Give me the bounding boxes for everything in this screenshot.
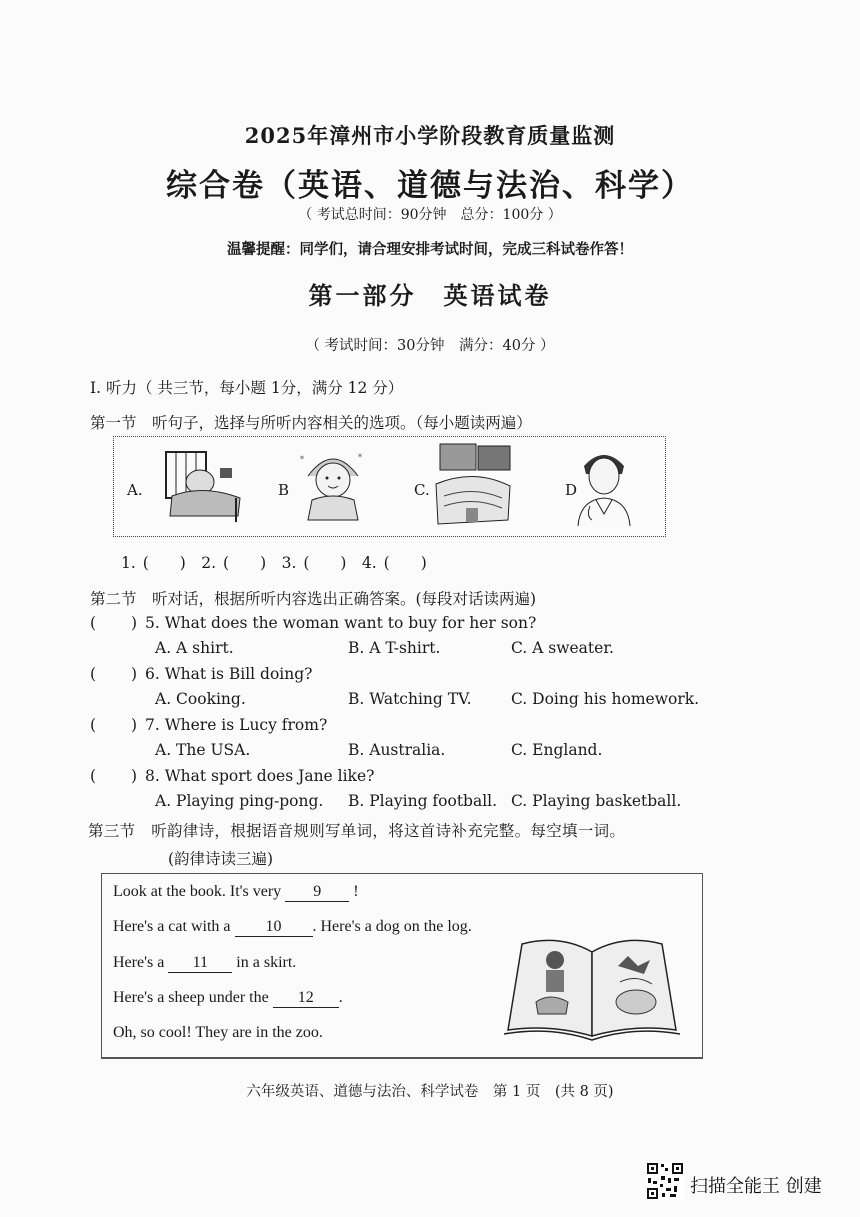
poem-line-3 (113, 954, 296, 973)
poem-line-3-after: in a skirt. (232, 954, 297, 971)
q6-option-a: A. Cooking. (155, 690, 246, 708)
q6-option-b: B. Watching TV. (348, 690, 472, 708)
poem-line-1-after: ! (349, 883, 359, 900)
hot-bedroom-picture (430, 440, 516, 530)
scanner-watermark: 扫描全能王 创建 (690, 1176, 822, 1197)
exam-subtitle: 综合卷（英语、道德与法治、科学） (166, 168, 694, 204)
q8-option-c: C. Playing basketball. (511, 792, 682, 810)
poem-blank-11[interactable]: 11 (168, 954, 232, 973)
section1-heading: 第一节 听句子，选择与所听内容相关的选项。（每小题读两遍） (90, 414, 532, 432)
poem-line-2-after: . Here's a dog on the log. (312, 918, 472, 935)
picture-answer-line: 1. ( ) 2. ( ) 3. ( ) 4. ( ) (121, 554, 427, 572)
picture-label-a: A. (127, 481, 143, 499)
page-footer: 六年级英语、道德与法治、科学试卷 第 1 页 (共 8 页) (246, 1084, 614, 1100)
q8-option-a: A. Playing ping-pong. (155, 792, 324, 810)
q7-close-bracket: ) (131, 716, 138, 734)
picture-label-b: B (278, 481, 290, 499)
q5-option-b: B. A T-shirt. (348, 639, 441, 657)
poem-line-4-before: Here's a sheep under the (113, 989, 273, 1006)
q7-option-c: C. England. (511, 741, 603, 759)
svg-text:*: * (358, 453, 362, 462)
exam-info: （ 考试总时间：90分钟 总分：100分 ） (298, 207, 562, 223)
q5-question: 5. What does the woman want to buy for her son? (145, 614, 537, 632)
section2-heading: 第二节 听对话，根据所听内容选出正确答案。(每段对话读两遍) (90, 590, 537, 608)
q8-open-bracket: ( (90, 767, 97, 785)
sick-in-bed-picture (158, 446, 250, 524)
picture-label-d: D (565, 481, 578, 499)
poem-line-1 (113, 883, 359, 902)
poem-blank-10[interactable]: 10 (235, 918, 313, 937)
reminder: 温馨提醒：同学们，请合理安排考试时间，完成三科试卷作答！ (227, 241, 633, 258)
cold-girl-picture (298, 448, 368, 522)
q5-open-bracket: ( (90, 614, 97, 632)
poem-line-3-before: Here's a (113, 954, 169, 971)
poem-line-2 (113, 918, 472, 937)
qr-code-icon (646, 1162, 684, 1200)
q5-option-a: A. A shirt. (155, 639, 234, 657)
section3-heading: 第三节 听韵律诗，根据语音规则写单词，将这首诗补充完整。每空填一词。 (88, 822, 626, 840)
listening-heading: I. 听力（ 共三节，每小题 1分，满分 12 分） (90, 379, 404, 397)
poem-line-1-before: Look at the book. It's very (113, 883, 286, 900)
open-book-picture (500, 930, 685, 1042)
q7-open-bracket: ( (90, 716, 97, 734)
exam-title: 2025年漳州市小学阶段教育质量监测 (244, 123, 616, 148)
q7-question: 7. Where is Lucy from? (145, 716, 328, 734)
poem-line-4-after: . (338, 989, 343, 1006)
q6-close-bracket: ) (131, 665, 138, 683)
q5-option-c: C. A sweater. (511, 639, 614, 657)
part-info: （ 考试时间：30分钟 满分：40分 ） (305, 338, 555, 354)
q5-close-bracket: ) (131, 614, 138, 632)
part-title: 第一部分 英语试卷 (308, 281, 552, 310)
picture-label-c: C. (414, 481, 430, 499)
doctor-picture (572, 444, 636, 528)
svg-text:*: * (300, 455, 304, 464)
poem-line-5 (113, 1024, 323, 1042)
q8-close-bracket: ) (131, 767, 138, 785)
q6-option-c: C. Doing his homework. (511, 690, 700, 708)
q6-question: 6. What is Bill doing? (145, 665, 313, 683)
section3-note: (韵律诗读三遍) (168, 850, 274, 868)
poem-line-2-before: Here's a cat with a (113, 918, 235, 935)
poem-line-4 (113, 989, 343, 1008)
q7-option-b: B. Australia. (348, 741, 446, 759)
q8-option-b: B. Playing football. (348, 792, 498, 810)
q7-option-a: A. The USA. (155, 741, 251, 759)
poem-blank-12[interactable]: 12 (273, 989, 339, 1008)
q6-open-bracket: ( (90, 665, 97, 683)
poem-blank-9[interactable]: 9 (285, 883, 349, 902)
q8-question: 8. What sport does Jane like? (145, 767, 375, 785)
poem-line-5-text: Oh, so cool! They are in the zoo. (113, 1024, 323, 1041)
